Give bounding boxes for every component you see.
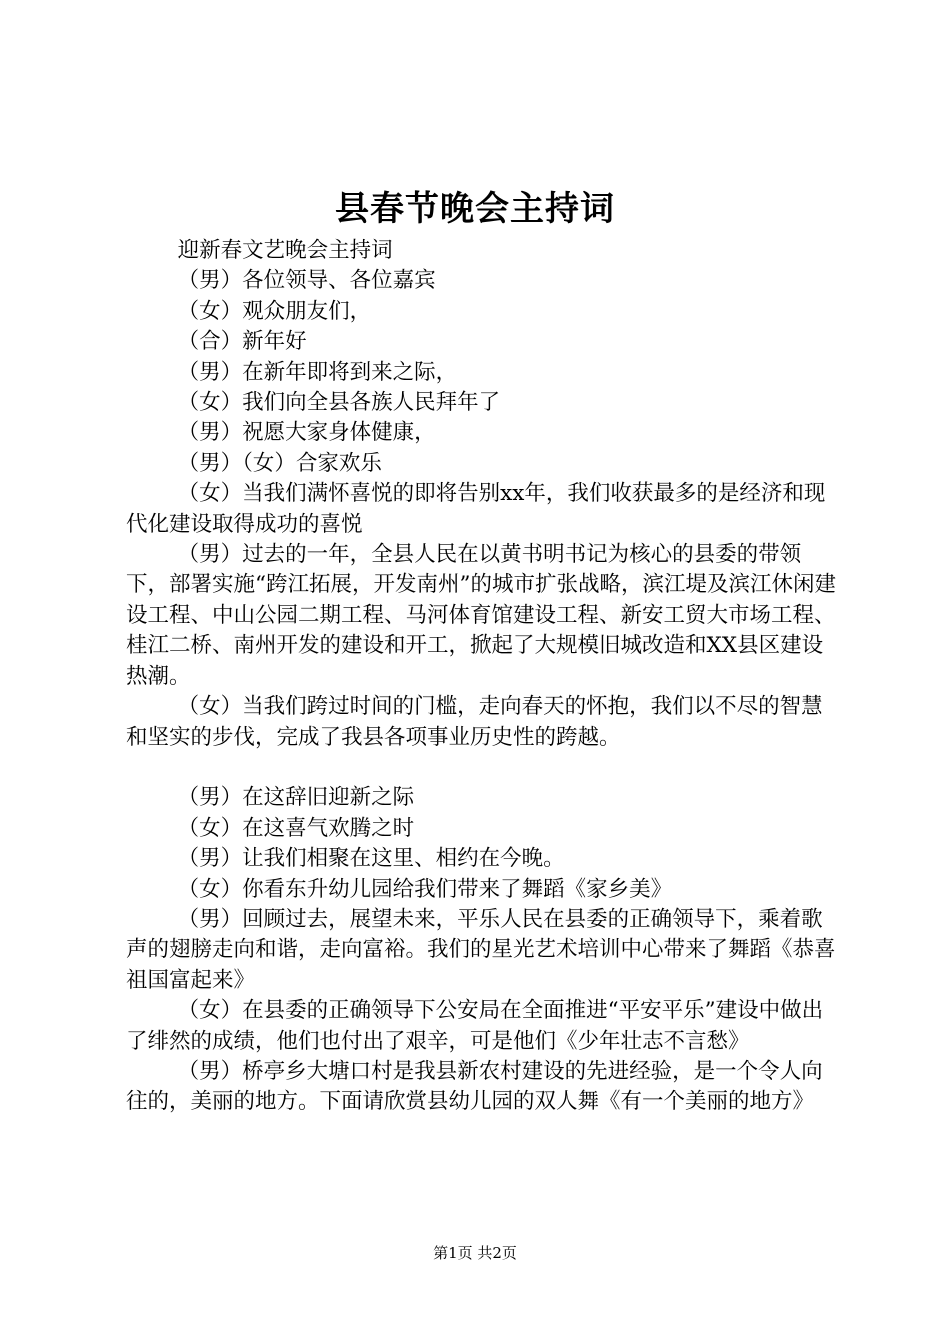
blank-line bbox=[126, 753, 838, 783]
document-title: 县春节晚会主持词 bbox=[335, 189, 615, 229]
paragraph-12: （男）在这辞旧迎新之际 bbox=[177, 785, 415, 811]
document-body bbox=[126, 236, 838, 1118]
paragraph-13: （女）在这喜气欢腾之时 bbox=[177, 815, 415, 841]
paragraph-17: （女）在县委的正确领导下公安局在全面推进“平安平乐”建设中做出了绯然的成绩，他们也付出了艰辛，可是他们《少年壮志不言愁》 bbox=[126, 998, 824, 1054]
paragraph-6: （女）我们向全县各族人民拜年了 bbox=[177, 390, 501, 416]
paragraph-7: （男）祝愿大家身体健康， bbox=[177, 420, 436, 446]
paragraph-5: （男）在新年即将到来之际， bbox=[177, 359, 458, 385]
paragraph-2: （男）各位领导、各位嘉宾 bbox=[177, 268, 436, 294]
paragraph-15: （女）你看东升幼儿园给我们带来了舞蹈《家乡美》 bbox=[177, 876, 673, 902]
paragraph-16: （男）回顾过去，展望未来，平乐人民在县委的正确领导下，乘着歌声的翅膀走向和谐，走向富裕。我们的星光艺术培训中心带来了舞蹈《恭喜祖国富起来》 bbox=[126, 906, 836, 993]
paragraph-14: （男）让我们相聚在这里、相约在今晚。 bbox=[177, 846, 565, 872]
paragraph-18: （男）桥亭乡大塘口村是我县新农村建设的先进经验，是一个令人向往的，美丽的地方。下面请欣赏县幼儿园的双人舞《有一个美丽的地方》 bbox=[126, 1058, 823, 1115]
paragraph-10: （男）过去的一年，全县人民在以黄书明书记为核心的县委的带领下，部署实施“跨江拓展，开发南州”的城市扩张战略，滨江堤及滨江休闲建设工程、中山公园二期工程、马河体育馆建设工程、新安工贸大市场工程、桂江二桥、南州开发的建设和开工，掀起了大规模旧城改造和XX县区建设热潮。 bbox=[126, 542, 836, 689]
paragraph-3: （女）观众朋友们， bbox=[177, 298, 372, 324]
paragraph-9: （女）当我们满怀喜悦的即将告别xx年，我们收获最多的是经济和现代化建设取得成功的喜悦 bbox=[126, 481, 826, 537]
page-footer: 第1页 共2页 bbox=[433, 1244, 517, 1262]
paragraph-1: 迎新春文艺晚会主持词 bbox=[177, 238, 393, 263]
paragraph-11: （女）当我们跨过时间的门槛，走向春天的怀抱，我们以不尽的智慧和坚实的步伐，完成了我县各项事业历史性的跨越。 bbox=[126, 694, 823, 750]
paragraph-8: （男）（女）合家欢乐 bbox=[177, 450, 382, 476]
paragraph-4: （合）新年好 bbox=[177, 329, 307, 355]
